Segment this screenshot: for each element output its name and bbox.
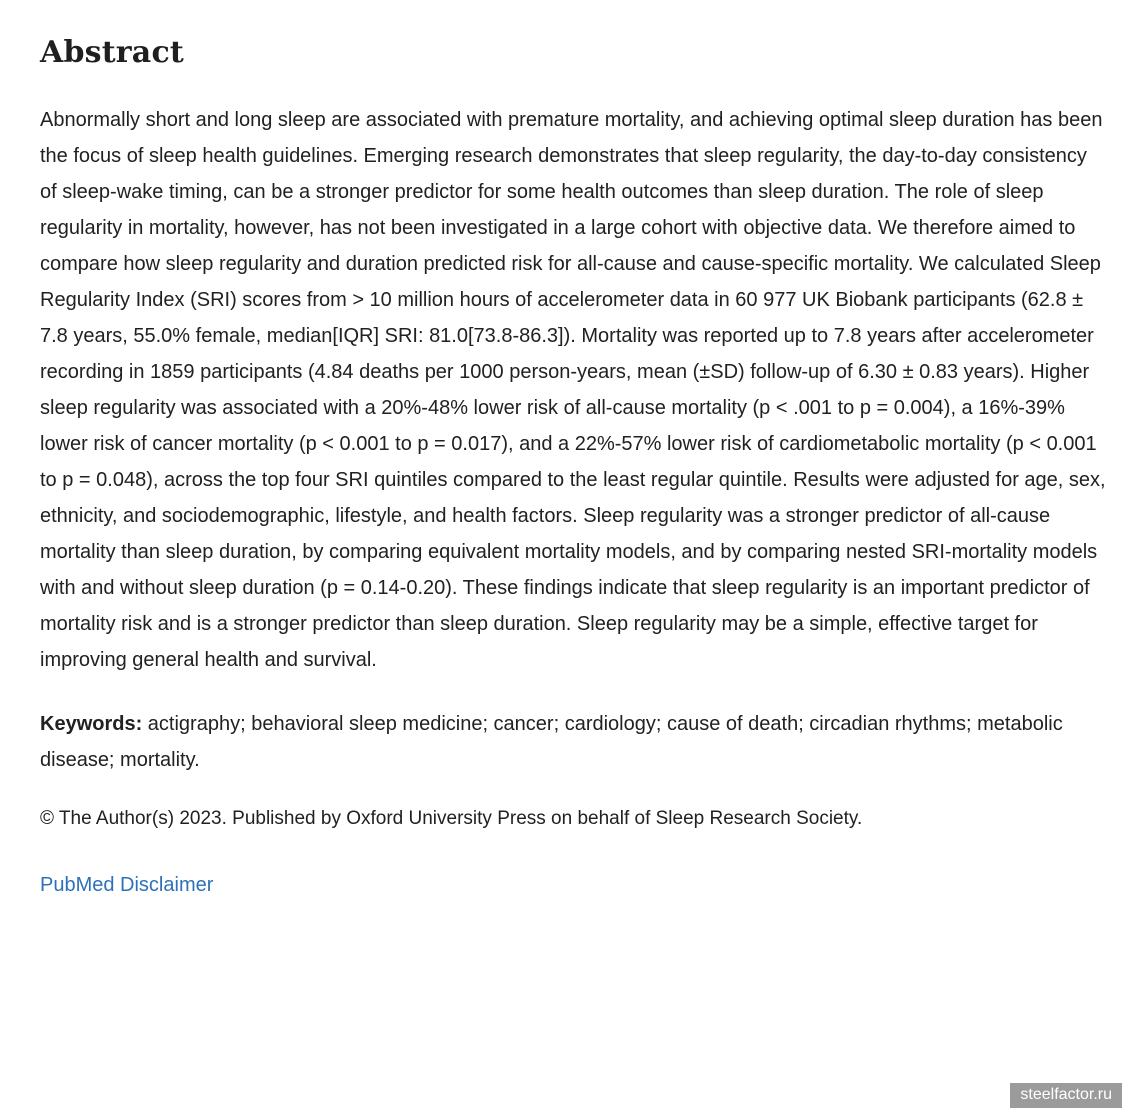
keywords-paragraph [40, 706, 1106, 778]
abstract-text: Abnormally short and long sleep are associated with premature mortality, and achieving optimal sleep duration has been the focus of sleep health guidelines. Emerging research demonstrates that sleep regularity, the day-to-day consistency of sleep-wake timing, can be a stronger predictor for some health outcomes than sleep duration. The role of sleep regularity in mortality, however, has not been investigated in a large cohort with objective data. We therefore aimed to compare how sleep regularity and duration predicted risk for all-cause and cause-specific mortality. We calculated Sleep Regularity Index (SRI) scores from > 10 million hours of accelerometer data in 60 977 UK Biobank participants (62.8 ± 7.8 years, 55.0% female, median[IQR] SRI: 81.0[73.8-86.3]). Mortality was reported up to 7.8 years after accelerometer recording in 1859 participants (4.84 deaths per 1000 person-years, mean (±SD) follow-up of 6.30 ± 0.83 years). Higher sleep regularity was associated with a 20%-48% lower risk of all-cause mortality (p < .001 to p = 0.004), a 16%-39% lower risk of cancer mortality (p < 0.001 to p = 0.017), and a 22%-57% lower risk of cardiometabolic mortality (p < 0.001 to p = 0.048), across the top four SRI quintiles compared to the least regular quintile. Results were adjusted for age, sex, ethnicity, and sociodemographic, lifestyle, and health factors. Sleep regularity was a stronger predictor of all-cause mortality than sleep duration, by comparing equivalent mortality models, and by comparing nested SRI-mortality models with and without sleep duration (p = 0.14-0.20). These findings indicate that sleep regularity is an important predictor of mortality risk and is a stronger predictor than sleep duration. Sleep regularity may be a simple, effective target for improving general health and survival. [40, 109, 1106, 671]
copyright-text: © The Author(s) 2023. Published by Oxford University Press on behalf of Sleep Research Society. [40, 808, 863, 829]
abstract-heading: Abstract [40, 35, 184, 70]
keywords-label: Keywords: [40, 713, 143, 735]
watermark: steelfactor.ru [1010, 1083, 1122, 1108]
pubmed-disclaimer-link[interactable]: PubMed Disclaimer [40, 874, 214, 896]
keywords-text: actigraphy; behavioral sleep medicine; cancer; cardiology; cause of death; circadian rhythms; metabolic disease; mortality. [40, 713, 1063, 771]
